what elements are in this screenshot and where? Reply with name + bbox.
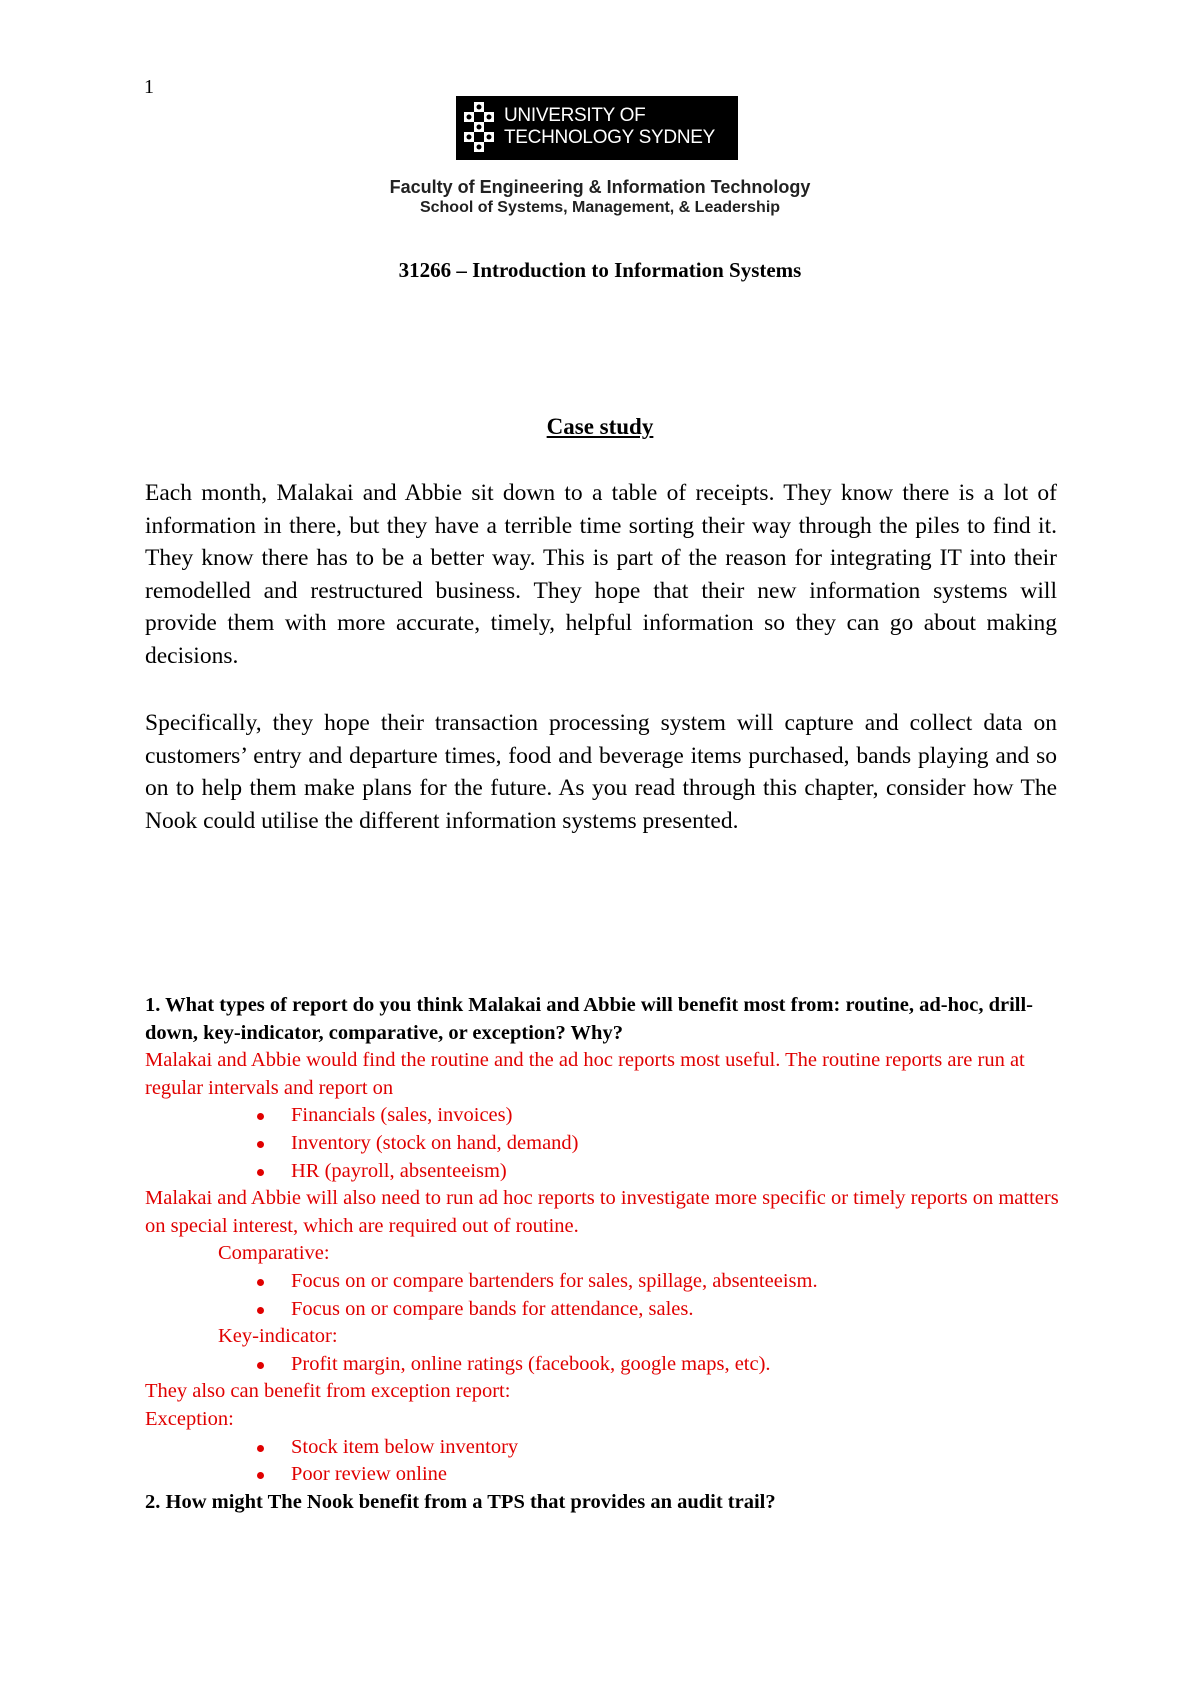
logo-wordmark bbox=[504, 105, 715, 149]
uts-emblem-icon bbox=[460, 100, 500, 156]
question-1: 1. What types of report do you think Malakai and Abbie will benefit most from: routine, ad-hoc, drill-down, key-indicator, comparative, or exception? Why? bbox=[145, 994, 1034, 1044]
list-item: Focus on or compare bands for attendance, sales. bbox=[255, 1296, 1065, 1324]
key-indicator-list bbox=[145, 1351, 1065, 1379]
list-item: Profit margin, online ratings (facebook, google maps, etc). bbox=[255, 1351, 1065, 1379]
comparative-label: Comparative: bbox=[218, 1242, 330, 1265]
school-heading: School of Systems, Management, & Leadership bbox=[419, 199, 781, 216]
list-item: HR (payroll, absenteeism) bbox=[255, 1158, 1065, 1186]
list-item: Focus on or compare bartenders for sales, spillage, absenteeism. bbox=[255, 1268, 1065, 1296]
logo-line-2: TECHNOLOGY SYDNEY bbox=[504, 127, 715, 148]
answer-intro: Malakai and Abbie would find the routine and the ad hoc reports most useful. The routine reports are run at regular intervals and report on bbox=[145, 1049, 1025, 1099]
list-item: Poor review online bbox=[255, 1461, 1065, 1489]
adhoc-text: Malakai and Abbie will also need to run ad hoc reports to investigate more specific or timely reports on matters on special interest, which are required out of routine. bbox=[145, 1187, 1059, 1237]
exception-intro: They also can benefit from exception report: bbox=[145, 1380, 511, 1403]
case-paragraph-2: Specifically, they hope their transaction processing system will capture and collect data on customers’ entry and departure times, food and beverage items purchased, bands playing and so on to help them make plans for the future. As you read through this chapter, consider how The Nook could utilise the different information systems presented. bbox=[145, 710, 1057, 834]
list-item: Inventory (stock on hand, demand) bbox=[255, 1130, 1065, 1158]
case-paragraph-1: Each month, Malakai and Abbie sit down to a table of receipts. They know there is a lot of information in there, but they have a terrible time sorting their way through the piles to find it. They know there has to be a better way. This is part of the reason for integrating IT into their remodelled and restructured business. They hope that their new information systems will provide them with more accurate, timely, helpful information so they can go about making decisions. bbox=[145, 480, 1057, 669]
comparative-list bbox=[145, 1268, 1065, 1323]
case-study-heading: Case study bbox=[546, 414, 654, 439]
exception-label: Exception: bbox=[145, 1407, 234, 1430]
page-number: 1 bbox=[144, 76, 154, 98]
faculty-heading: Faculty of Engineering & Information Technology bbox=[389, 177, 811, 197]
list-item: Financials (sales, invoices) bbox=[255, 1102, 1065, 1130]
routine-report-list bbox=[145, 1102, 1065, 1185]
course-title: 31266 – Introduction to Information Systems bbox=[398, 258, 802, 282]
question-2: 2. How might The Nook benefit from a TPS that provides an audit trail? bbox=[145, 1490, 776, 1513]
exception-list bbox=[145, 1434, 1065, 1489]
questions-section bbox=[145, 992, 1065, 1516]
list-item: Stock item below inventory bbox=[255, 1434, 1065, 1462]
uts-logo bbox=[456, 96, 738, 160]
logo-line-1: UNIVERSITY OF bbox=[504, 105, 646, 126]
key-indicator-label: Key-indicator: bbox=[218, 1325, 338, 1348]
